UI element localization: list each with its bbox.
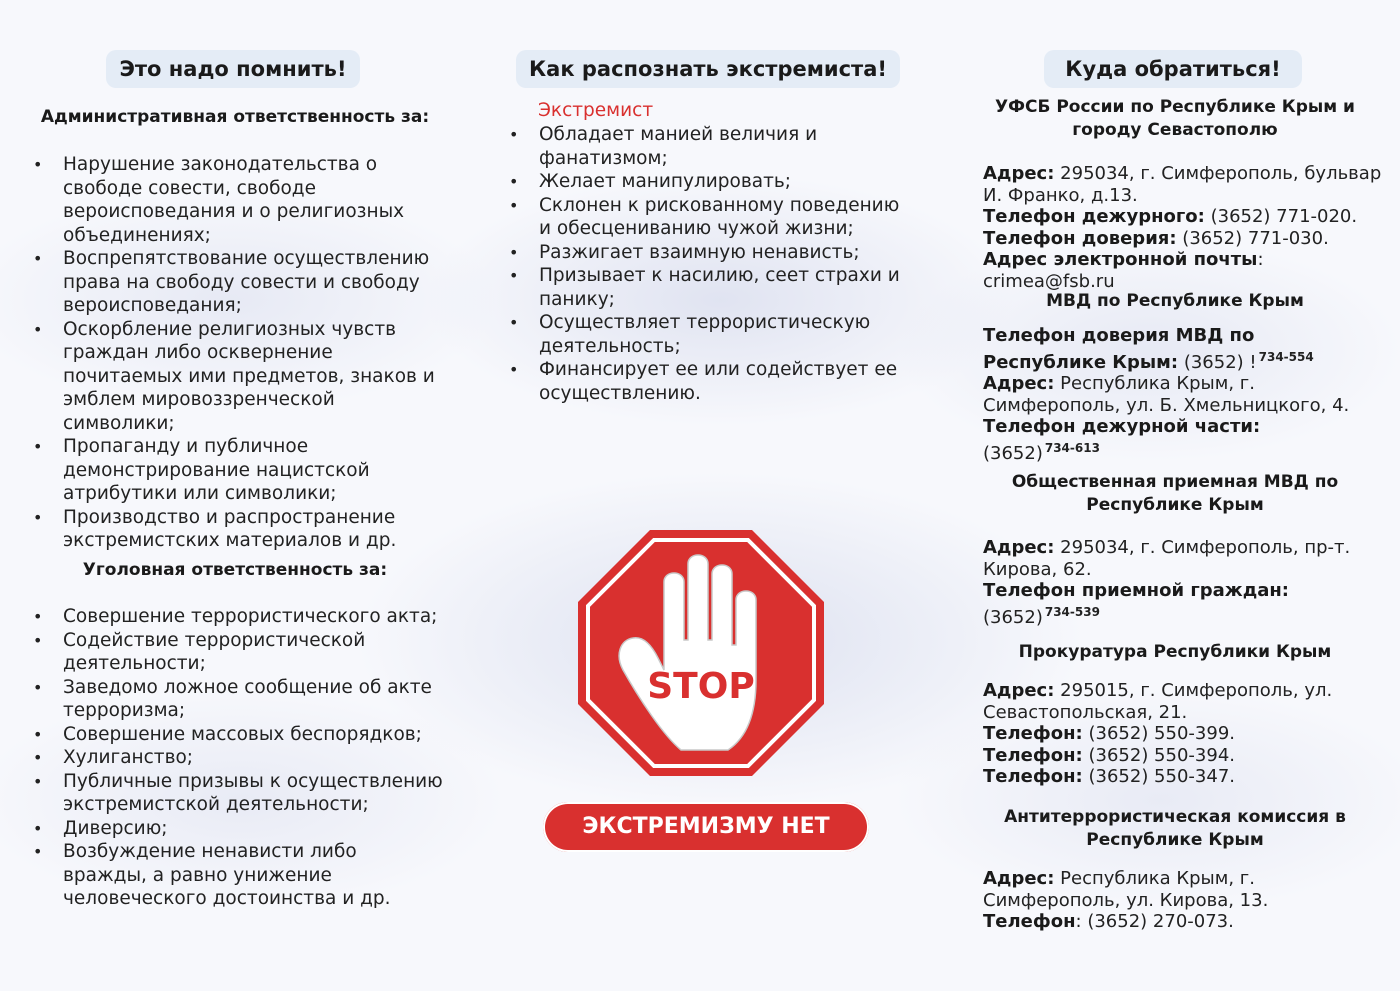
list-item: • Склонен к рискованному поведению и обесцениванию чужой жизни; bbox=[509, 194, 904, 241]
email-label: Адрес электронной почты bbox=[983, 249, 1258, 270]
address-label: Адрес: bbox=[983, 868, 1055, 889]
address-value: Республика Крым, г. Симферополь, ул. Кирова, 13. bbox=[983, 868, 1269, 911]
stop-text: STOP bbox=[647, 666, 755, 707]
mvd-contacts bbox=[983, 325, 1383, 464]
list-item: • Совершение террористического акта; bbox=[33, 605, 443, 629]
phone-sup: 734-539 bbox=[1044, 604, 1100, 619]
duty-phone-label: Телефон дежурного: bbox=[983, 206, 1205, 227]
list-item: • Содействие террористической деятельности; bbox=[33, 629, 443, 676]
atk-contacts bbox=[983, 868, 1383, 933]
phone-value: (3652) bbox=[983, 606, 1043, 628]
trust-phone-label: Телефон доверия МВД по Республике Крым: bbox=[983, 325, 1255, 373]
list-item: • Совершение массовых беспорядков; bbox=[33, 723, 443, 747]
trust-phone-value: (3652) 771-030. bbox=[1182, 227, 1329, 249]
address-value: 295034, г. Симферополь, пр-т. Кирова, 62. bbox=[983, 537, 1351, 580]
extremist-traits-list bbox=[509, 123, 904, 405]
duty-phone-sup: 734-613 bbox=[1044, 440, 1100, 455]
left-heading: Это надо помнить! bbox=[106, 50, 360, 88]
email-link[interactable]: : crimea@fsb.ru bbox=[983, 249, 1264, 292]
criminal-responsibility-title: Уголовная ответственность за: bbox=[82, 560, 388, 580]
list-item: • Обладает манией величия и фанатизмом; bbox=[509, 123, 904, 170]
list-item: • Диверсию; bbox=[33, 817, 443, 841]
trust-phone-value: (3652) ! bbox=[1183, 351, 1257, 373]
no-extremism-banner: ЭКСТРЕМИЗМУ НЕТ bbox=[543, 802, 869, 852]
address-label: Адрес: bbox=[983, 163, 1055, 184]
phone-label: Телефон приемной граждан: bbox=[983, 580, 1290, 601]
list-item: • Осуществляет террористическую деятельность; bbox=[509, 311, 904, 358]
prosecutor-contacts bbox=[983, 680, 1383, 788]
phone-label: Телефон: bbox=[983, 723, 1083, 744]
phone-value: : (3652) 270-073. bbox=[1075, 911, 1234, 932]
phone-label: Телефон bbox=[983, 911, 1076, 932]
prosecutor-title: Прокуратура Республики Крым bbox=[1018, 642, 1332, 662]
admin-responsibility-list bbox=[33, 153, 443, 553]
phone-label: Телефон: bbox=[983, 744, 1083, 766]
trust-phone-label: Телефон доверия: bbox=[983, 227, 1177, 249]
middle-heading: Как распознать экстремиста! bbox=[516, 50, 900, 88]
admin-responsibility-title: Административная ответственность за: bbox=[40, 107, 430, 127]
trust-phone-sup: 734-554 bbox=[1258, 349, 1314, 364]
duty-phone-value: (3652) 771-020. bbox=[1210, 206, 1358, 227]
duty-phone-value: (3652) bbox=[983, 442, 1043, 464]
extremist-subtitle: Экстремист bbox=[538, 100, 654, 121]
list-item: • Призывает к насилию, сеет страхи и панику; bbox=[509, 264, 904, 311]
list-item: • Публичные призывы к осуществлению экстремистской деятельности; bbox=[33, 770, 443, 817]
list-item: • Пропаганду и публичное демонстрирование нацистской атрибутики или символики; bbox=[33, 435, 443, 506]
address-label: Адрес: bbox=[983, 537, 1055, 558]
address-value: 295034, г. Симферополь, бульвар И. Франко, д.13. bbox=[983, 163, 1382, 206]
list-item: • Оскорбление религиозных чувств граждан либо осквернение почитаемых ими предметов, знаков и эмблем мировоззренческой символики; bbox=[33, 318, 443, 436]
reception-contacts bbox=[983, 537, 1383, 628]
right-heading: Куда обратиться! bbox=[1044, 50, 1302, 88]
address-value: 295015, г. Симферополь, ул. Севастопольская, 21. bbox=[983, 680, 1333, 723]
stop-sign-icon bbox=[578, 530, 824, 776]
address-label: Адрес: bbox=[983, 680, 1055, 701]
address-value: Республика Крым, г. Симферополь, ул. Б. Хмельницкого, 4. bbox=[983, 373, 1350, 416]
atk-title: Антитеррористическая комиссия в Республике Крым bbox=[1004, 807, 1346, 850]
mvd-title: МВД по Республике Крым bbox=[1046, 291, 1304, 311]
list-item: • Финансирует ее или содействует ее осуществлению. bbox=[509, 358, 904, 405]
fsb-title: УФСБ России по Республике Крым и городу Севастополю bbox=[995, 97, 1355, 140]
list-item: • Заведомо ложное сообщение об акте терроризма; bbox=[33, 676, 443, 723]
phone-value: (3652) 550-394. bbox=[1088, 744, 1235, 766]
phone-label: Телефон: bbox=[983, 766, 1083, 787]
list-item: • Производство и распространение экстремистских материалов и др. bbox=[33, 506, 443, 553]
fsb-contacts bbox=[983, 163, 1383, 292]
phone-value: (3652) 550-347. bbox=[1088, 766, 1235, 787]
reception-title: Общественная приемная МВД по Республике Крым bbox=[1011, 472, 1339, 515]
address-label: Адрес: bbox=[983, 373, 1055, 394]
list-item: • Хулиганство; bbox=[33, 746, 443, 770]
list-item: • Нарушение законодательства о свободе совести, свободе вероисповедания и о религиозных объединениях; bbox=[33, 153, 443, 247]
list-item: • Желает манипулировать; bbox=[509, 170, 904, 194]
list-item: • Воспрепятствование осуществлению права на свободу совести и свободу вероисповедания; bbox=[33, 247, 443, 318]
list-item: • Возбуждение ненависти либо вражды, а равно унижение человеческого достоинства и др. bbox=[33, 840, 443, 911]
list-item: • Разжигает взаимную ненависть; bbox=[509, 241, 904, 265]
criminal-responsibility-list bbox=[33, 605, 443, 911]
duty-phone-label: Телефон дежурной части: bbox=[983, 416, 1261, 437]
phone-value: (3652) 550-399. bbox=[1088, 723, 1235, 744]
